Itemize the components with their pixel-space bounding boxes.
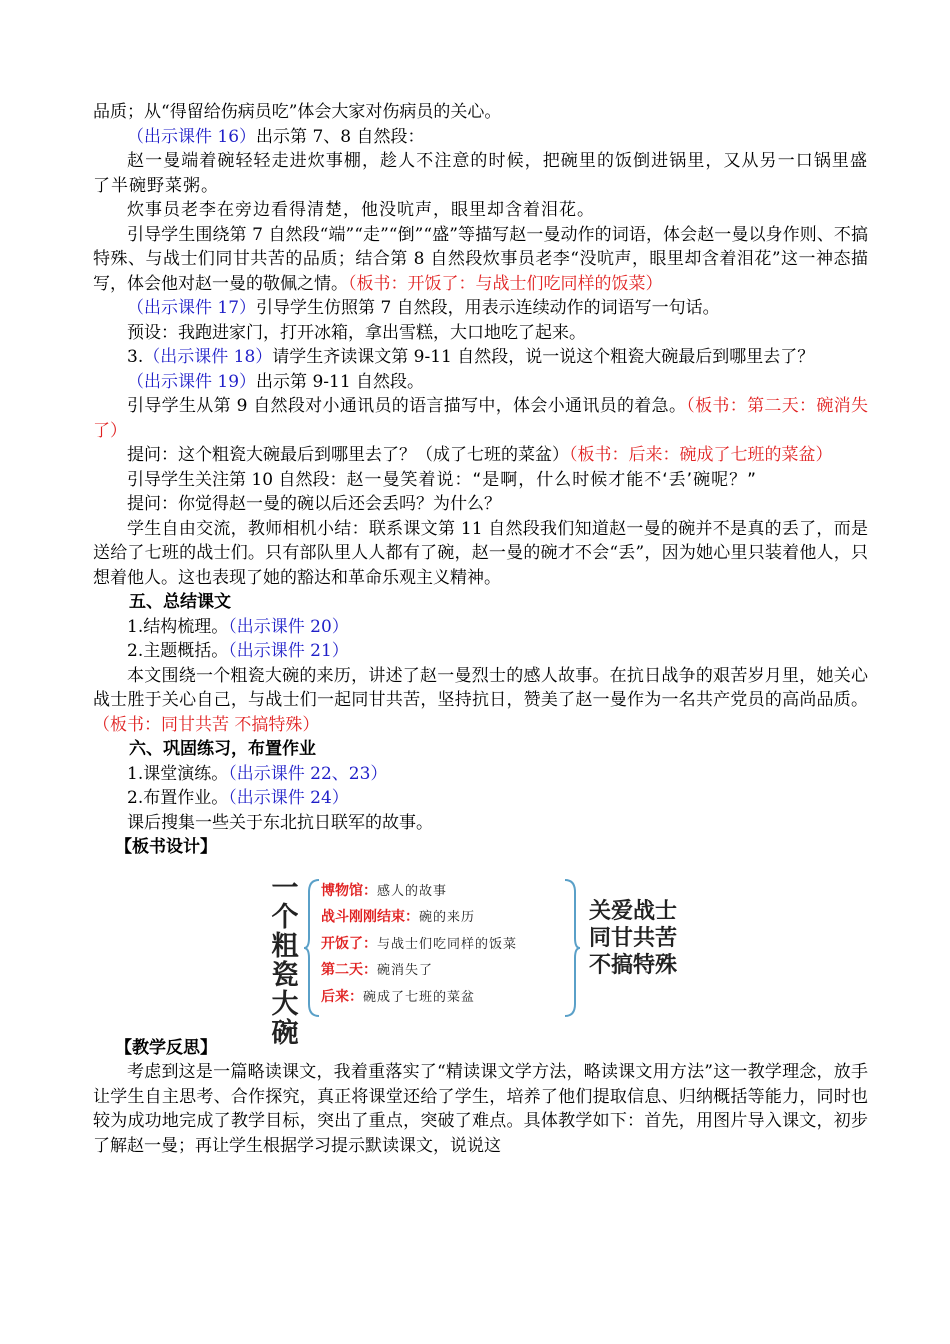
board-title-char: 碗 (271, 1017, 299, 1049)
courseware-note: （出示课件 18） (143, 347, 273, 367)
section-heading: 五、总结课文 (129, 592, 231, 612)
board-row-text: 与战士们吃同样的饭菜 (377, 936, 518, 952)
board-row-label: 博物馆： (321, 882, 377, 899)
courseware-note: （出示课件 24） (228, 788, 349, 808)
board-row-label: 战斗刚刚结束： (321, 909, 419, 925)
board-row (321, 957, 581, 984)
board-title-char: 瓷 (271, 959, 299, 991)
paragraph: 品质；从“得留给伤病员吃”体会大家对伤病员的关心。 (93, 102, 502, 122)
section-heading: 【教学反思】 (115, 1037, 217, 1058)
board-summary (589, 898, 677, 979)
board-row-label: 后来： (321, 988, 363, 1005)
paragraph (93, 468, 868, 493)
paragraph (93, 345, 868, 370)
board-summary-line: 不搞特殊 (589, 952, 678, 978)
right-brace (563, 878, 581, 1018)
paragraph (93, 615, 868, 640)
paragraph-text: 出示第 9-11 自然段。 (256, 371, 425, 392)
board-row-text: 碗成了七班的菜盆 (363, 989, 476, 1005)
courseware-note: （出示课件 22、23） (228, 763, 388, 784)
paragraph-text: 请学生齐读课文第 9-11 自然段，说一说这个粗瓷大碗最后到哪里去了？ (272, 347, 815, 367)
board-row (321, 878, 581, 905)
board-summary-line: 关爱战士 (589, 898, 678, 924)
paragraph (93, 370, 868, 395)
paragraph: 课后搜集一些关于东北抗日联军的故事。 (127, 812, 433, 833)
paragraph-text: 2.布置作业。 (127, 788, 229, 808)
section-heading: 【板书设计】 (115, 837, 217, 857)
board-title-char: 一 (271, 872, 299, 904)
paragraph (93, 125, 868, 150)
paragraph (93, 394, 868, 443)
paragraph-text: 引导学生关注第 10 自然段： (127, 469, 347, 490)
paragraph-text: 1.课堂演练。 (127, 763, 229, 784)
paragraph: 提问：你觉得赵一曼的碗以后还会丢吗？为什么？ (127, 494, 501, 514)
quoted-text: 赵一曼笑着说：“是啊，什么时候才能不‘丢’碗呢？” (346, 469, 757, 490)
list-number: 3. (127, 347, 144, 367)
courseware-note: （出示课件 21） (228, 641, 349, 661)
board-summary-line: 同甘共苦 (589, 925, 678, 951)
board-note: （板书：开饭了：与战士们吃同样的饭菜） (348, 273, 663, 294)
board-title-char: 大 (271, 988, 299, 1020)
board-row-label: 开饭了： (321, 935, 377, 952)
board-title-vertical (268, 874, 302, 1048)
board-title-char: 粗 (271, 930, 299, 962)
paragraph: 预设：我跑进家门，打开冰箱，拿出雪糕，大口地吃了起来。 (127, 322, 586, 343)
board-row (321, 984, 581, 1011)
paragraph-text: 出示第 7、8 自然段： (256, 126, 425, 147)
board-row-text: 碗的来历 (419, 910, 476, 925)
paragraph-text: 2.主题概括。 (127, 641, 229, 661)
paragraph: 学生自由交流，教师相机小结：联系课文第 11 自然段我们知道赵一曼的碗并不是真的丢了，而是送给了七班的战士们。只有部队里人人都有了碗，赵一曼的碗才不会“丢”，因为她心里只装着他人，只想着他人。这也表现了她的豁达和革命乐观主义精神。 (93, 518, 868, 588)
board-rows (321, 878, 581, 1011)
board-row-label: 第二天： (321, 962, 377, 978)
courseware-note: （出示课件 20） (228, 616, 349, 637)
paragraph-text: 引导学生从第 9 自然段对小通讯员的语言描写中，体会小通讯员的着急。 (127, 396, 687, 416)
board-row (321, 904, 581, 931)
paragraph (93, 639, 868, 664)
paragraph (93, 223, 868, 297)
quoted-paragraph: 炊事员老李在旁边看得清楚，他没吭声，眼里却含着泪花。 (127, 200, 595, 220)
courseware-note: （出示课件 19） (127, 371, 257, 392)
courseware-note: （出示课件 17） (127, 298, 257, 318)
board-row-text: 碗消失了 (377, 963, 434, 978)
paragraph (93, 443, 868, 468)
left-brace (303, 878, 321, 1018)
paragraph-text: 引导学生仿照第 7 自然段，用表示连续动作的词语写一句话。 (256, 298, 720, 318)
courseware-note: （出示课件 16） (127, 126, 257, 147)
paragraph (93, 786, 868, 811)
quoted-paragraph: 赵一曼端着碗轻轻走进炊事棚，趁人不注意的时候，把碗里的饭倒进锅里，又从另一口锅里盛了半碗野菜粥。 (93, 151, 868, 196)
document-page (93, 100, 868, 1158)
paragraph-text: 引导学生围绕第 7 自然段“端”“走”“倒”“盛”等描写赵一曼动作的词语，体会赵一曼以身作则、不搞特殊、与战士们同甘共苦的品质；结合第 8 自然段炊事员老李“没吭声，眼里却含着泪花”这一神态描写，体会他对赵一曼的敬佩之情。 (93, 224, 868, 294)
board-row (321, 931, 581, 958)
board-note: （板书：后来：碗成了七班的菜盆） (569, 445, 833, 465)
paragraph: 考虑到这是一篇略读课文，我着重落实了“精读课文学方法，略读课文用方法”这一教学理念，放手让学生自主思考、合作探究，真正将课堂还给了学生，培养了他们提取信息、归纳概括等能力，同时也较为成功地完成了教学目标，突出了重点，突破了难点。具体教学如下：首先，用图片导入课文，初步了解赵一曼；再让学生根据学习提示默读课文，说说这 (93, 1062, 868, 1156)
paragraph (93, 296, 868, 321)
paragraph-text: 提问：这个粗瓷大碗最后到哪里去了？（成了七班的菜盆） (127, 445, 569, 465)
section-heading: 六、巩固练习，布置作业 (129, 739, 316, 759)
board-row-text: 感人的故事 (377, 883, 448, 899)
paragraph-text: 1.结构梳理。 (127, 616, 229, 637)
board-title-char: 个 (271, 901, 299, 933)
paragraph (93, 664, 868, 738)
paragraph-text: 本文围绕一个粗瓷大碗的来历，讲述了赵一曼烈士的感人故事。在抗日战争的艰苦岁月里，她关心战士胜于关心自己，与战士们一起同甘共苦，坚持抗日，赞美了赵一曼作为一名共产党员的高尚品质。 (93, 665, 868, 710)
paragraph (93, 762, 868, 787)
board-note: （板书：同甘共苦 不搞特殊） (93, 714, 320, 735)
board-note: （板书：第二天：碗消失了） (93, 396, 869, 441)
